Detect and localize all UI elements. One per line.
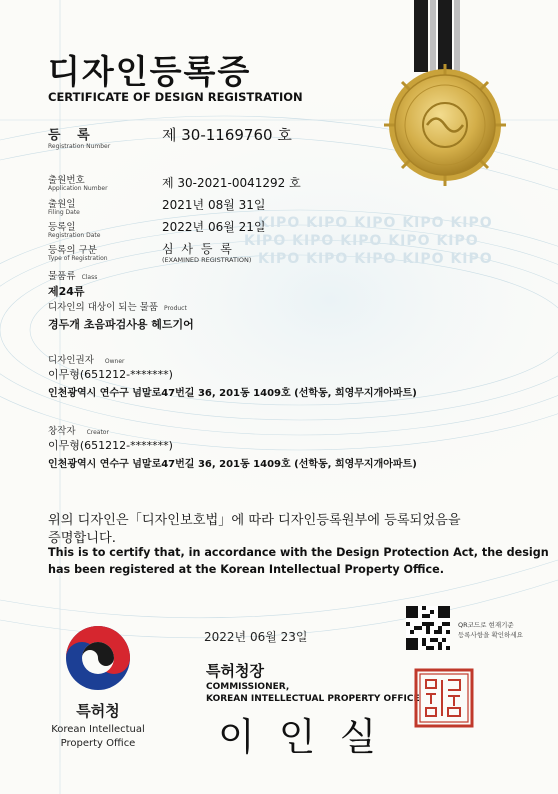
- creator-label: 창작자 Creator: [48, 426, 109, 437]
- product-value: 경두개 초음파검사용 헤드기어: [48, 318, 194, 331]
- owner-address: 인천광역시 연수구 넘말로47번길 36, 201동 1409호 (선학동, 희영무지개아파트): [48, 388, 417, 399]
- certification-line-1: 위의 디자인은「디자인보호법」에 따라 디자인등록원부에 등록되었음을: [48, 513, 461, 528]
- certification-english-line-1: This is to certify that, in accordance with the Design Protection Act, the design: [48, 546, 549, 559]
- certification-english-line-2: has been registered at the Korean Intellectual Property Office.: [48, 563, 444, 576]
- registration-label-english: Registration Number: [48, 143, 111, 150]
- registration-label: 등 록: [48, 128, 96, 143]
- registration-date: 2022년 06월 21일: [162, 220, 266, 234]
- gold-seal: [382, 62, 508, 188]
- application-label: 출원번호: [48, 175, 85, 186]
- kipo-logo-english-1: Korean Intellectual: [51, 724, 145, 735]
- product-label: 디자인의 대상이 되는 물품 Product: [48, 302, 187, 313]
- kipo-logo-english-2: Property Office: [60, 738, 136, 749]
- certification-line-2: 증명합니다.: [48, 531, 116, 546]
- filing-date: 2021년 08월 31일: [162, 198, 266, 212]
- application-number: 제 30-2021-0041292 호: [162, 176, 301, 190]
- registration-type-english: (EXAMINED REGISTRATION): [162, 256, 252, 264]
- commissioner-title-english-1: COMMISSIONER,: [206, 682, 290, 692]
- class-value: 제24류: [48, 285, 85, 298]
- application-label-english: Application Number: [48, 185, 108, 192]
- official-seal-stamp: [414, 668, 474, 728]
- creator-address: 인천광역시 연수구 넘말로47번길 36, 201동 1409호 (선학동, 희영무지개아파트): [48, 459, 417, 470]
- registration-type-label-english: Type of Registration: [48, 255, 108, 262]
- qr-note-line-2: 등록사항을 확인하세요: [458, 631, 523, 639]
- registration-number: 제 30-1169760 호: [162, 126, 292, 144]
- filing-date-label-english: Filing Date: [48, 209, 80, 216]
- kipo-logo-name: 특허청: [76, 702, 120, 720]
- certificate-title-english: CERTIFICATE OF DESIGN REGISTRATION: [48, 90, 303, 104]
- registration-date-label: 등록일: [48, 222, 76, 233]
- kipo-logo-icon: [62, 622, 134, 694]
- filing-date-label: 출원일: [48, 199, 76, 210]
- owner-label: 디자인권자 Owner: [48, 355, 125, 366]
- commissioner-signature: 이 인 실: [218, 715, 383, 759]
- watermark-text: KIPO: [258, 215, 301, 231]
- certificate-title: 디자인등록증: [48, 52, 252, 91]
- registration-type-label: 등록의 구분: [48, 245, 97, 256]
- qr-note-line-1: QR코드로 현재기준: [458, 621, 514, 629]
- commissioner-title-english-2: KOREAN INTELLECTUAL PROPERTY OFFICE: [206, 694, 420, 704]
- owner-name: 이무형(651212-*******): [48, 368, 173, 381]
- class-label: 물품류 Class: [48, 271, 98, 282]
- creator-name: 이무형(651212-*******): [48, 439, 173, 452]
- registration-date-label-english: Registration Date: [48, 232, 101, 239]
- commissioner-title: 특허청장: [206, 662, 264, 680]
- issue-date: 2022년 06월 23일: [204, 630, 308, 644]
- qr-code-icon: [406, 606, 450, 650]
- registration-type: 심 사 등 록: [162, 242, 234, 256]
- watermark-band: KIPO KIPO KIPO KIPO KIPO KIPO KIPO KIPO KIPO KIPO KIPO KIPO KIPO KIPO KIPO: [244, 215, 493, 267]
